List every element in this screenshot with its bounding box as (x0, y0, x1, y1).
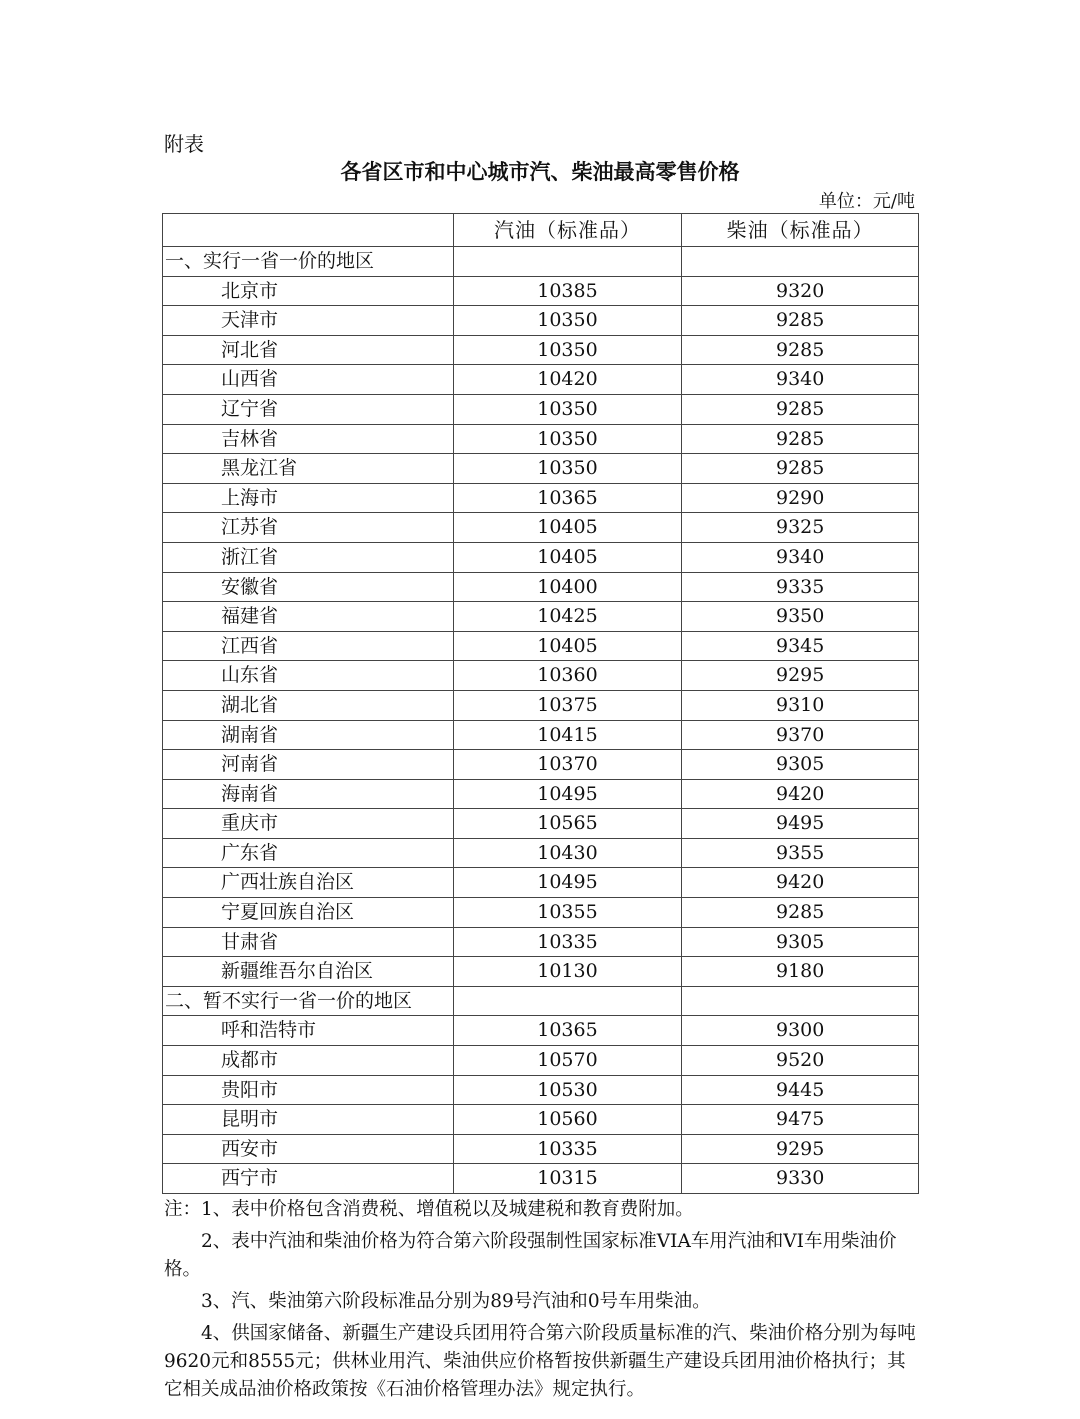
notes (164, 1196, 916, 1408)
region-name: 重庆市 (163, 809, 454, 839)
diesel-price: 9295 (682, 661, 919, 691)
gasoline-price: 10350 (453, 424, 682, 454)
diesel-price: 9285 (682, 335, 919, 365)
region-name: 河北省 (163, 335, 454, 365)
diesel-price: 9285 (682, 306, 919, 336)
gasoline-price: 10370 (453, 750, 682, 780)
region-name: 湖南省 (163, 720, 454, 750)
gasoline-price: 10415 (453, 720, 682, 750)
gasoline-price: 10350 (453, 306, 682, 336)
region-name: 贵阳市 (163, 1075, 454, 1105)
section-row (163, 247, 919, 277)
table-row (163, 690, 919, 720)
gasoline-price: 10405 (453, 631, 682, 661)
table-row (163, 631, 919, 661)
diesel-price: 9345 (682, 631, 919, 661)
region-name: 天津市 (163, 306, 454, 336)
diesel-price: 9310 (682, 690, 919, 720)
unit-label: 单位：元/吨 (818, 191, 915, 212)
region-name: 吉林省 (163, 424, 454, 454)
table-row (163, 335, 919, 365)
section-empty-cell (453, 986, 682, 1016)
table-header-row (163, 214, 919, 247)
gasoline-price: 10420 (453, 365, 682, 395)
region-name: 海南省 (163, 779, 454, 809)
gasoline-price: 10375 (453, 690, 682, 720)
gasoline-price: 10425 (453, 602, 682, 632)
table-row (163, 1105, 919, 1135)
diesel-price: 9335 (682, 572, 919, 602)
region-name: 广西壮族自治区 (163, 868, 454, 898)
diesel-price: 9285 (682, 898, 919, 928)
region-name: 湖北省 (163, 690, 454, 720)
table-row (163, 306, 919, 336)
table-row (163, 927, 919, 957)
region-name: 辽宁省 (163, 394, 454, 424)
diesel-price: 9285 (682, 454, 919, 484)
table-row (163, 394, 919, 424)
table-row (163, 661, 919, 691)
gasoline-price: 10350 (453, 394, 682, 424)
table-row (163, 513, 919, 543)
price-table-body (163, 214, 919, 1194)
table-row (163, 838, 919, 868)
note-4: 4、供国家储备、新疆生产建设兵团用符合第六阶段质量标准的汽、柴油价格分别为每吨9620元和8555元；供林业用汽、柴油供应价格暂按供新疆生产建设兵团用油价格执行；其它相关成品油价格政策按《石油价格管理办法》规定执行。 (164, 1323, 916, 1400)
table-row (163, 898, 919, 928)
gasoline-price: 10365 (453, 1016, 682, 1046)
table-row (163, 542, 919, 572)
gasoline-price: 10560 (453, 1105, 682, 1135)
region-name: 呼和浩特市 (163, 1016, 454, 1046)
diesel-price: 9495 (682, 809, 919, 839)
diesel-price: 9295 (682, 1134, 919, 1164)
diesel-price: 9285 (682, 424, 919, 454)
region-name: 成都市 (163, 1046, 454, 1076)
header-diesel: 柴油（标准品） (682, 214, 919, 247)
region-name: 昆明市 (163, 1105, 454, 1135)
region-name: 西安市 (163, 1134, 454, 1164)
region-name: 山西省 (163, 365, 454, 395)
region-name: 广东省 (163, 838, 454, 868)
table-row (163, 365, 919, 395)
region-name: 河南省 (163, 750, 454, 780)
region-name: 北京市 (163, 276, 454, 306)
table-row (163, 1016, 919, 1046)
region-name: 上海市 (163, 483, 454, 513)
table-row (163, 1046, 919, 1076)
diesel-price: 9290 (682, 483, 919, 513)
table-row (163, 779, 919, 809)
diesel-price: 9285 (682, 394, 919, 424)
region-name: 浙江省 (163, 542, 454, 572)
diesel-price: 9305 (682, 927, 919, 957)
gasoline-price: 10335 (453, 1134, 682, 1164)
region-name: 福建省 (163, 602, 454, 632)
diesel-price: 9475 (682, 1105, 919, 1135)
section-title: 一、实行一省一价的地区 (163, 247, 454, 277)
gasoline-price: 10405 (453, 542, 682, 572)
region-name: 安徽省 (163, 572, 454, 602)
gasoline-price: 10350 (453, 335, 682, 365)
region-name: 西宁市 (163, 1164, 454, 1194)
table-row (163, 720, 919, 750)
region-name: 黑龙江省 (163, 454, 454, 484)
page-title: 各省区市和中心城市汽、柴油最高零售价格 (340, 160, 740, 184)
diesel-price: 9370 (682, 720, 919, 750)
region-name: 江苏省 (163, 513, 454, 543)
gasoline-price: 10350 (453, 454, 682, 484)
note-3: 3、汽、柴油第六阶段标准品分别为89号汽油和0号车用柴油。 (201, 1291, 711, 1312)
price-table (162, 213, 919, 1194)
gasoline-price: 10400 (453, 572, 682, 602)
diesel-price: 9340 (682, 365, 919, 395)
region-name: 江西省 (163, 631, 454, 661)
diesel-price: 9445 (682, 1075, 919, 1105)
region-name: 甘肃省 (163, 927, 454, 957)
gasoline-price: 10495 (453, 779, 682, 809)
gasoline-price: 10365 (453, 483, 682, 513)
section-empty-cell (453, 247, 682, 277)
gasoline-price: 10430 (453, 838, 682, 868)
header-gasoline: 汽油（标准品） (453, 214, 682, 247)
gasoline-price: 10570 (453, 1046, 682, 1076)
section-row (163, 986, 919, 1016)
table-row (163, 602, 919, 632)
diesel-price: 9420 (682, 779, 919, 809)
section-empty-cell (682, 986, 919, 1016)
gasoline-price: 10315 (453, 1164, 682, 1194)
gasoline-price: 10130 (453, 957, 682, 987)
section-title: 二、暂不实行一省一价的地区 (163, 986, 454, 1016)
table-row (163, 868, 919, 898)
table-row (163, 483, 919, 513)
note-2: 2、表中汽油和柴油价格为符合第六阶段强制性国家标准VIA车用汽油和VI车用柴油价格。 (164, 1231, 897, 1280)
table-row (163, 276, 919, 306)
diesel-price: 9350 (682, 602, 919, 632)
table-row (163, 572, 919, 602)
diesel-price: 9320 (682, 276, 919, 306)
table-row (163, 957, 919, 987)
region-name: 新疆维吾尔自治区 (163, 957, 454, 987)
gasoline-price: 10355 (453, 898, 682, 928)
diesel-price: 9340 (682, 542, 919, 572)
note-1: 注：1、表中价格包含消费税、增值税以及城建税和教育费附加。 (164, 1199, 694, 1220)
table-row (163, 1134, 919, 1164)
table-row (163, 750, 919, 780)
gasoline-price: 10565 (453, 809, 682, 839)
diesel-price: 9330 (682, 1164, 919, 1194)
diesel-price: 9325 (682, 513, 919, 543)
section-empty-cell (682, 247, 919, 277)
gasoline-price: 10405 (453, 513, 682, 543)
header-region-cell (163, 214, 454, 247)
diesel-price: 9520 (682, 1046, 919, 1076)
region-name: 宁夏回族自治区 (163, 898, 454, 928)
diesel-price: 9355 (682, 838, 919, 868)
gasoline-price: 10495 (453, 868, 682, 898)
table-row (163, 1164, 919, 1194)
diesel-price: 9300 (682, 1016, 919, 1046)
table-row (163, 809, 919, 839)
table-row (163, 1075, 919, 1105)
region-name: 山东省 (163, 661, 454, 691)
gasoline-price: 10335 (453, 927, 682, 957)
gasoline-price: 10530 (453, 1075, 682, 1105)
diesel-price: 9180 (682, 957, 919, 987)
diesel-price: 9420 (682, 868, 919, 898)
gasoline-price: 10360 (453, 661, 682, 691)
diesel-price: 9305 (682, 750, 919, 780)
appendix-label: 附表 (164, 132, 204, 156)
table-row (163, 424, 919, 454)
gasoline-price: 10385 (453, 276, 682, 306)
table-row (163, 454, 919, 484)
